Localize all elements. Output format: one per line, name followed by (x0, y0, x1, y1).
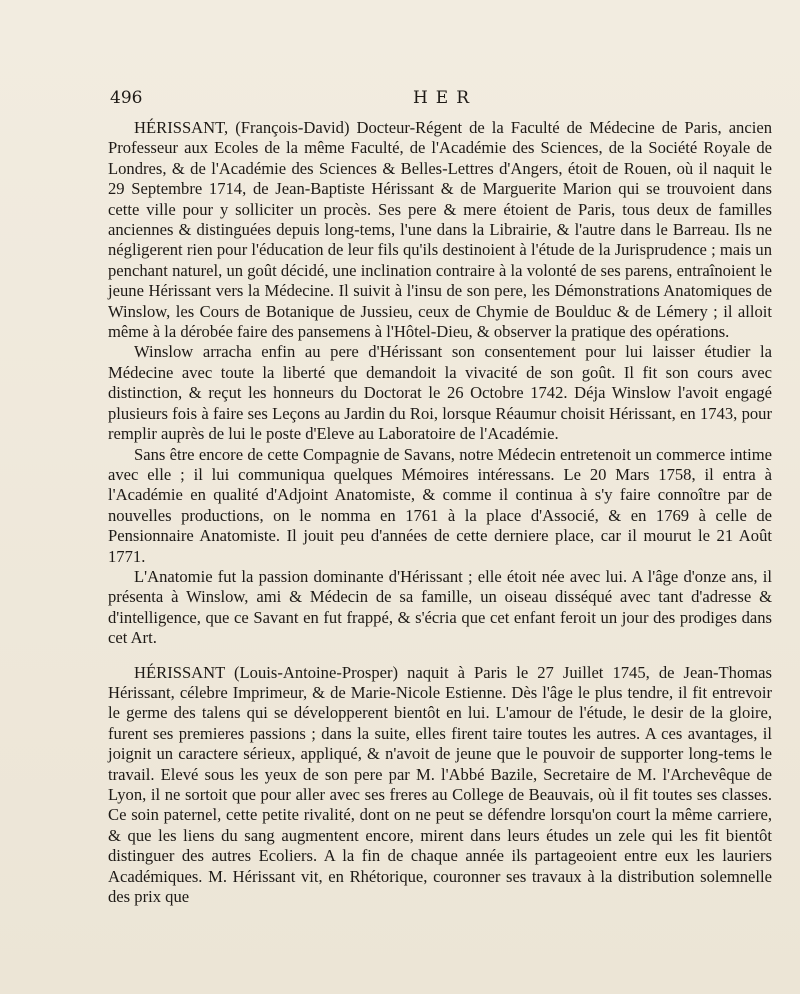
paragraph-3: Sans être encore de cette Compagnie de Savans, notre Médecin entretenoit un commerce intime avec elle ; il lui communiqua quelques Mémoires intéressans. Le 20 Mars 1758, il entra à l'Académie en qualité d'Adjoint Anatomiste, & comme il continua à s'y faire connoître par de nouvelles productions, on le nomma en 1761 à la place d'Associé, & en 1769 à celle de Pensionnaire Anatomiste. Il jouit peu d'années de cette derniere place, car il mourut le 21 Août 1771. (108, 444, 772, 566)
paragraph-2: Winslow arracha enfin au pere d'Hérissant son consentement pour lui laisser étudier la Médecine avec toute la liberté que demandoit la vivacité de son goût. Il fit son cours avec distinction, & reçut les honneurs du Doctorat le 26 Octobre 1742. Déja Winslow l'avoit engagé plusieurs fois à faire ses Leçons au Jardin du Roi, lorsque Réaumur choisit Hérissant, en 1743, pour remplir auprès de lui le poste d'Eleve au Laboratoire de l'Académie. (108, 342, 772, 444)
running-head: HER (412, 88, 478, 108)
paragraph-4: L'Anatomie fut la passion dominante d'Hérissant ; elle étoit née avec lui. A l'âge d'onze ans, il présenta à Winslow, ami & Médecin de sa famille, un oiseau disséqué avec tant d'adresse & d'intelligence, que ce Savant en fut frappé, & s'écria que cet enfant feroit un jour des prodiges dans cet Art. (108, 566, 772, 648)
main-text (108, 118, 772, 907)
paragraph-5: HÉRISSANT (Louis-Antoine-Prosper) naquit à Paris le 27 Juillet 1745, de Jean-Thomas Hérissant, célebre Imprimeur, & de Marie-Nicole Estienne. Dès l'âge le plus tendre, il fit entrevoir le germe des talens qui se développerent bientôt en lui. L'amour de l'étude, le desir de la gloire, furent ses premieres passions ; dans la suite, elles firent taire toutes les autres. A ces avantages, il joignit un caractere sérieux, appliqué, & n'avoit de jeune que le pouvoir de supporter long-tems le travail. Elevé sous les yeux de son pere par M. l'Abbé Bazile, Secretaire de M. l'Archevêque de Lyon, il ne sortoit que pour aller avec ses freres au College de Beauvais, où il fit toutes ses classes. Ce soin paternel, cette petite rivalité, dont on ne peut se défendre lorsqu'on court la même carriere, & que les liens du sang augmentent encore, mirent dans leurs études un zele qui les fit bientôt distinguer des autres Ecoliers. A la fin de chaque année ils partageoient entre eux les lauriers Académiques. M. Hérissant vit, en Rhétorique, couronner ses travaux à la distribution solemnelle des prix que (108, 662, 772, 907)
page-number: 496 (110, 88, 143, 108)
paragraph-1: HÉRISSANT, (François-David) Docteur-Régent de la Faculté de Médecine de Paris, ancien Professeur aux Ecoles de la même Faculté, de l'Académie des Sciences, de la Société Royale de Londres, & de l'Académie des Sciences & Belles-Lettres d'Angers, étoit de Rouen, où il naquit le 29 Septembre 1714, de Jean-Baptiste Hérissant & de Marguerite Marion qui se trouvoient dans cette ville pour y solliciter un procès. Ses pere & mere étoient de Paris, tous deux de familles anciennes & distinguées depuis long-tems, l'une dans la Librairie, & l'autre dans le Barreau. Ils ne négligerent rien pour l'éducation de leur fils qu'ils destinoient à l'étude de la Jurisprudence ; mais un penchant naturel, un goût décidé, une inclination contraire à la volonté de ses parens, entraînoient le jeune Hérissant vers la Médecine. Il suivit à l'insu de son pere, les Démonstrations Anatomiques de Winslow, les Cours de Botanique de Jussieu, ceux de Chymie de Boulduc & de Lémery ; il alloit même à la dérobée faire des pansemens à l'Hôtel-Dieu, & observer la pratique des opérations. (108, 118, 772, 342)
